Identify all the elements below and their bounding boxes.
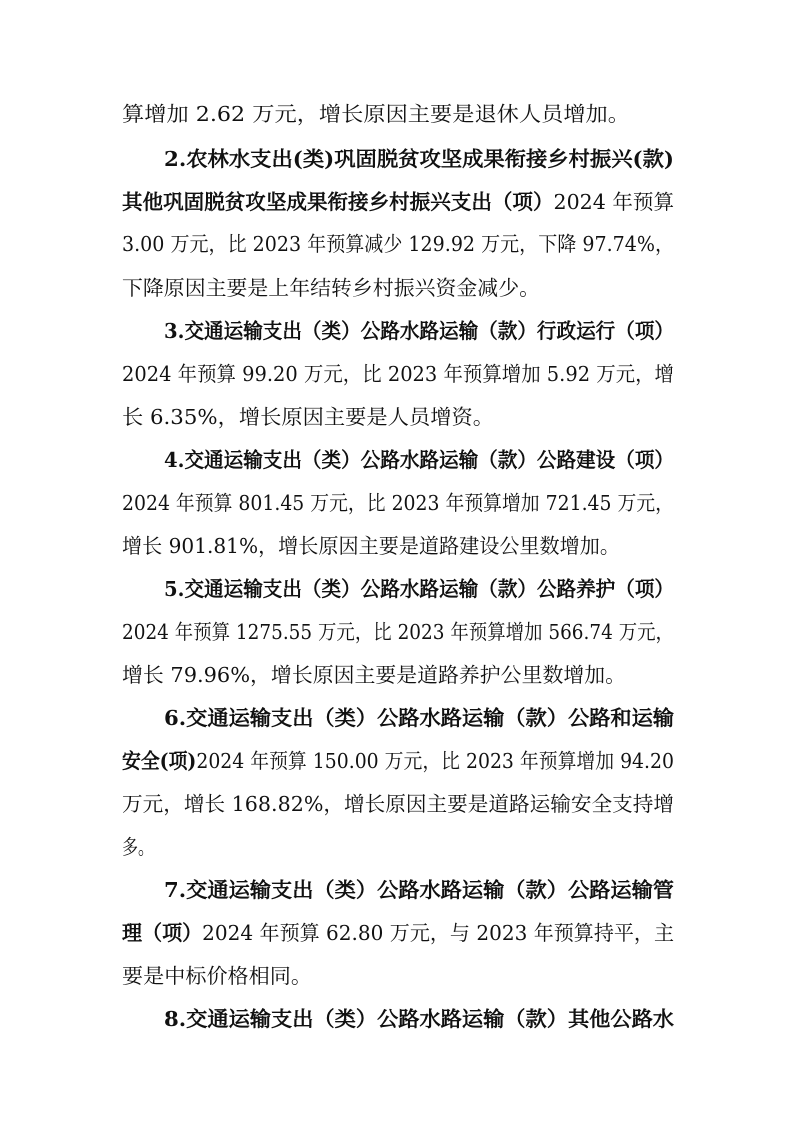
body-text: 要是中标价格相同。 (122, 964, 312, 988)
line-content (122, 187, 674, 217)
text-line (122, 488, 674, 518)
line-content (164, 574, 674, 604)
heading-text: 3.交通运输支出（类）公路水路运输（款）行政运行（项） (164, 319, 674, 343)
text-line (122, 359, 674, 389)
text-line (164, 703, 674, 733)
line-content (122, 961, 312, 991)
line-content (122, 660, 626, 690)
line-content (122, 359, 674, 389)
heading-text: 安全(项) (122, 749, 197, 773)
line-content (122, 789, 674, 819)
body-text: 下降原因主要是上年结转乡村振兴资金减少。 (122, 276, 540, 300)
heading-text: 5.交通运输支出（类）公路水路运输（款）公路养护（项） (164, 577, 674, 601)
text-line (122, 832, 154, 862)
heading-text: 7.交通运输支出（类）公路水路运输（款）公路运输管 (164, 878, 674, 902)
body-text: 2024 年预算 (553, 190, 674, 214)
line-content (164, 1004, 674, 1034)
line-content (122, 531, 620, 561)
line-content (122, 229, 674, 259)
line-content (122, 918, 674, 948)
heading-text: 6.交通运输支出（类）公路水路运输（款）公路和运输 (164, 706, 674, 730)
heading-text: 4.交通运输支出（类）公路水路运输（款）公路建设（项） (164, 448, 674, 472)
body-text: 算增加 2.62 万元，增长原因主要是退休人员增加。 (122, 102, 630, 126)
line-content (122, 402, 494, 432)
body-text: 2024 年预算 62.80 万元，与 2023 年预算持平，主 (202, 921, 674, 945)
text-line (164, 574, 674, 604)
body-text: 2024 年预算 1275.55 万元，比 2023 年预算增加 566.74 万元， (122, 620, 674, 644)
heading-text: 理（项） (122, 921, 203, 945)
line-content (122, 488, 674, 518)
text-line (122, 229, 674, 259)
line-content (164, 316, 674, 346)
text-line (122, 789, 674, 819)
body-text: 3.00 万元，比 2023 年预算减少 129.92 万元，下降 97.74%， (122, 232, 674, 256)
body-text: 增长 79.96%，增长原因主要是道路养护公里数增加。 (122, 663, 626, 687)
text-line (122, 273, 540, 303)
line-content (164, 445, 674, 475)
text-line (164, 875, 674, 905)
line-content (122, 746, 674, 776)
body-text: 多。 (122, 835, 154, 859)
heading-text: 2.农林水支出(类)巩固脱贫攻坚成果衔接乡村振兴(款) (164, 147, 674, 171)
text-line (122, 617, 674, 647)
body-text: 万元，增长 168.82%，增长原因主要是道路运输安全支持增 (122, 792, 674, 816)
text-line (122, 961, 312, 991)
text-line (164, 445, 674, 475)
line-content (122, 832, 154, 862)
line-content (164, 703, 674, 733)
body-text: 增长 901.81%，增长原因主要是道路建设公里数增加。 (122, 534, 620, 558)
text-line (122, 746, 674, 776)
text-line (122, 402, 494, 432)
heading-text: 其他巩固脱贫攻坚成果衔接乡村振兴支出（项） (122, 190, 554, 214)
text-line (122, 187, 674, 217)
body-text: 长 6.35%，增长原因主要是人员增资。 (122, 405, 494, 429)
text-line (122, 918, 674, 948)
line-content (122, 617, 674, 647)
text-line (164, 316, 674, 346)
line-content (164, 875, 674, 905)
body-text: 2024 年预算 150.00 万元，比 2023 年预算增加 94.20 (196, 749, 674, 773)
line-content (122, 99, 630, 129)
text-line (122, 99, 630, 129)
text-line (122, 531, 620, 561)
heading-text: 8.交通运输支出（类）公路水路运输（款）其他公路水 (164, 1007, 674, 1031)
line-content (122, 273, 540, 303)
text-line (122, 660, 626, 690)
line-content (164, 144, 674, 174)
body-text: 2024 年预算 801.45 万元，比 2023 年预算增加 721.45 万元， (122, 491, 674, 515)
body-text: 2024 年预算 99.20 万元，比 2023 年预算增加 5.92 万元，增 (122, 362, 674, 386)
text-line (164, 144, 674, 174)
text-line (164, 1004, 674, 1034)
